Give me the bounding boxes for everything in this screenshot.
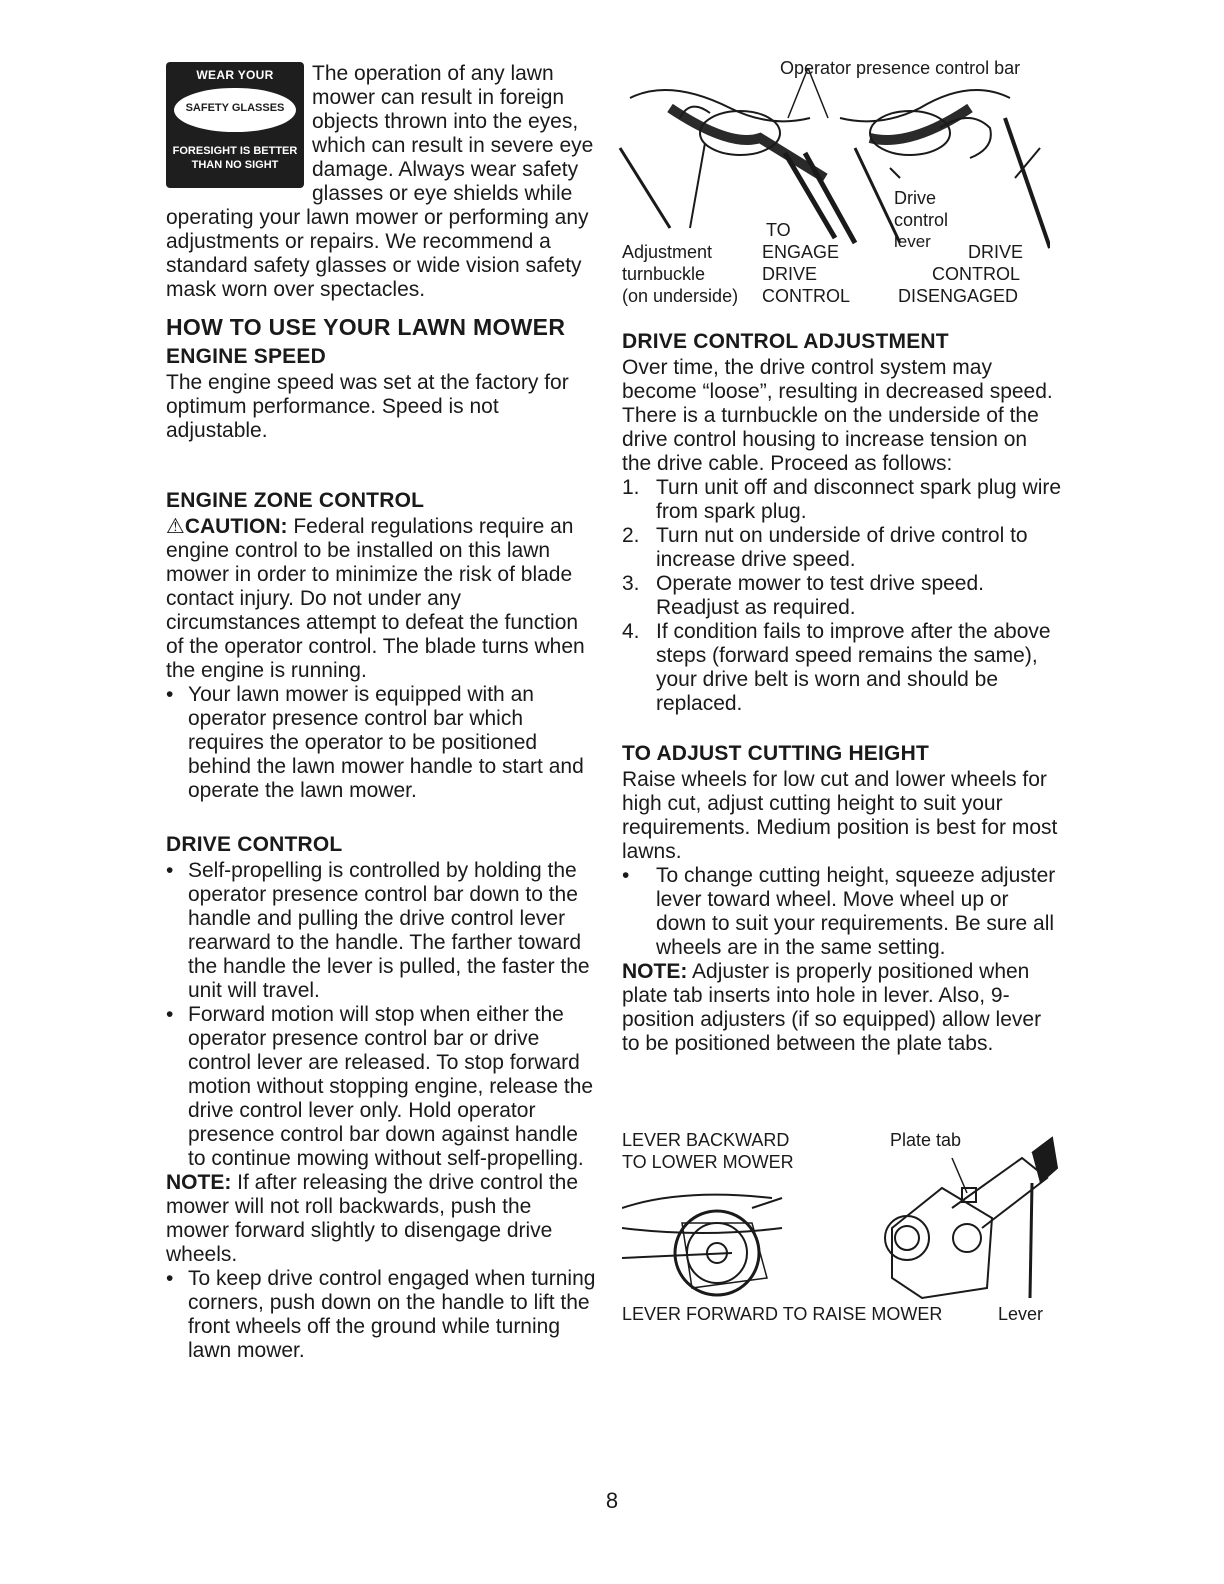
label-adjustment-2: turnbuckle — [622, 264, 706, 284]
step-text: Turn nut on underside of drive control to increase drive speed. — [656, 524, 1028, 571]
warning-icon: ⚠ — [166, 515, 185, 538]
intro-paragraph: The operation of any lawn mower can result in foreign objects thrown into the eyes, which can result in severe eye damage. Always wear safety glasses or eye shields while operating your lawn mower or performing any adjustments or repairs. We recommend a standard safety glasses or wide vision safety mask worn over spectacles. — [166, 62, 594, 301]
badge-line3b: THAN NO SIGHT — [191, 159, 279, 171]
label-lever-forward: LEVER FORWARD TO RAISE MOWER — [622, 1304, 943, 1324]
drive-control-heading: DRIVE CONTROL — [166, 833, 343, 856]
label-drive-lever-2: control — [894, 210, 949, 230]
label-lever-backward-1: LEVER BACKWARD — [622, 1130, 790, 1150]
engine-zone-heading: ENGINE ZONE CONTROL — [166, 489, 425, 512]
cutting-note-text: Adjuster is properly positioned when plate tab inserts into hole in lever. Also, 9-position adjusters (if so equipped) allow lever to be positioned between the plate tabs. — [622, 960, 1042, 1055]
badge-line1: WEAR YOUR — [196, 68, 274, 82]
step-text: Operate mower to test drive speed. Readjust as required. — [656, 572, 984, 619]
step-text: If condition fails to improve after the above steps (forward speed remains the same), your drive belt is worn and should be replaced. — [656, 620, 1051, 715]
drive-adjust-step — [622, 476, 1062, 524]
step-number: 3. — [622, 572, 640, 595]
right-column — [622, 330, 1062, 1056]
badge-line3 — [166, 144, 304, 172]
label-drive-lever-1: Drive — [894, 188, 937, 208]
drive-control-note — [166, 1171, 598, 1267]
caution-label: CAUTION: — [184, 515, 288, 538]
cutting-height-figure — [622, 1128, 1062, 1338]
label-operator-bar: Operator presence control bar — [780, 58, 1021, 78]
cutting-note-label: NOTE: — [622, 960, 688, 983]
engine-speed-heading: ENGINE SPEED — [166, 345, 326, 368]
step-number: 1. — [622, 476, 640, 499]
page-number: 8 — [605, 1488, 619, 1513]
left-column — [166, 62, 598, 1363]
label-drive-lever-3: lever — [894, 232, 931, 251]
caution-paragraph — [166, 515, 598, 683]
drive-control-bullet1: • Self-propelling is controlled by holding the operator presence control bar down to the handle and pulling the drive control lever rearward to the handle. The farther toward the handle the lever is pulled, the faster the unit will travel. — [166, 859, 598, 1003]
drive-note-label: NOTE: — [166, 1171, 232, 1194]
badge-line3a: FORESIGHT IS BETTER — [172, 145, 298, 157]
label-disengaged-1: DRIVE — [968, 242, 1024, 262]
drive-adjust-step — [622, 620, 1062, 716]
label-engage-3: CONTROL — [762, 286, 851, 306]
badge-line2: SAFETY GLASSES — [174, 88, 296, 132]
safety-glasses-badge — [166, 62, 304, 188]
step-number: 2. — [622, 524, 640, 547]
engine-zone-bullet: • Your lawn mower is equipped with an operator presence control bar which requires the operator to be positioned behind the lawn mower handle to start and operate the lawn mower. — [166, 683, 598, 803]
label-lever: Lever — [998, 1304, 1044, 1324]
label-to: TO — [766, 220, 791, 240]
drive-note-text: If after releasing the drive control the mower will not roll backwards, push the mower forward slightly to disengage drive wheels. — [166, 1171, 579, 1266]
label-disengaged-3: DISENGAGED — [898, 286, 1019, 306]
label-lever-backward-2: TO LOWER MOWER — [622, 1152, 794, 1172]
drive-control-figure — [610, 58, 1050, 308]
caution-text: Federal regulations require an engine control to be installed on this lawn mower in order to minimize the risk of blade contact injury. Do not under any circumstances attempt to defeat the function of the operator control. The blade turns when the engine is running. — [166, 515, 585, 682]
label-adjustment-1: Adjustment — [622, 242, 713, 262]
drive-adjust-text: Over time, the drive control system may become “loose”, resulting in decreased speed. There is a turnbuckle on the underside of the drive control housing to increase tension on the drive cable. Proceed as follows: — [622, 356, 1053, 475]
cutting-height-note — [622, 960, 1062, 1056]
label-disengaged-2: CONTROL — [932, 264, 1021, 284]
drive-adjust-heading: DRIVE CONTROL ADJUSTMENT — [622, 330, 949, 353]
label-plate-tab: Plate tab — [890, 1130, 962, 1150]
drive-control-bullet2: • Forward motion will stop when either the operator presence control bar or drive control lever are released. To stop forward motion without stopping engine, release the drive control lever only. Hold operator presence control bar down against handle to continue mowing without self-propelling. — [166, 1003, 598, 1171]
label-engage-2: DRIVE — [762, 264, 818, 284]
drive-adjust-step — [622, 572, 1062, 620]
cutting-height-text: Raise wheels for low cut and lower wheels for high cut, adjust cutting height to suit your requirements. Medium position is best for most lawns. — [622, 768, 1058, 863]
section-title: HOW TO USE YOUR LAWN MOWER — [166, 314, 566, 340]
drive-adjust-step — [622, 524, 1062, 572]
drive-control-bullet3: • To keep drive control engaged when turning corners, push down on the handle to lift the front wheels off the ground while turning lawn mower. — [166, 1267, 598, 1363]
step-number: 4. — [622, 620, 640, 643]
label-engage-1: ENGAGE — [762, 242, 840, 262]
cutting-height-bullet: • To change cutting height, squeeze adjuster lever toward wheel. Move wheel up or down to suit your requirements. Be sure all wheels are in the same setting. — [622, 864, 1062, 960]
step-text: Turn unit off and disconnect spark plug wire from spark plug. — [656, 476, 1062, 523]
label-adjustment-3: (on underside) — [622, 286, 739, 306]
engine-speed-text: The engine speed was set at the factory for optimum performance. Speed is not adjustable. — [166, 371, 569, 442]
cutting-height-heading: TO ADJUST CUTTING HEIGHT — [622, 742, 929, 765]
